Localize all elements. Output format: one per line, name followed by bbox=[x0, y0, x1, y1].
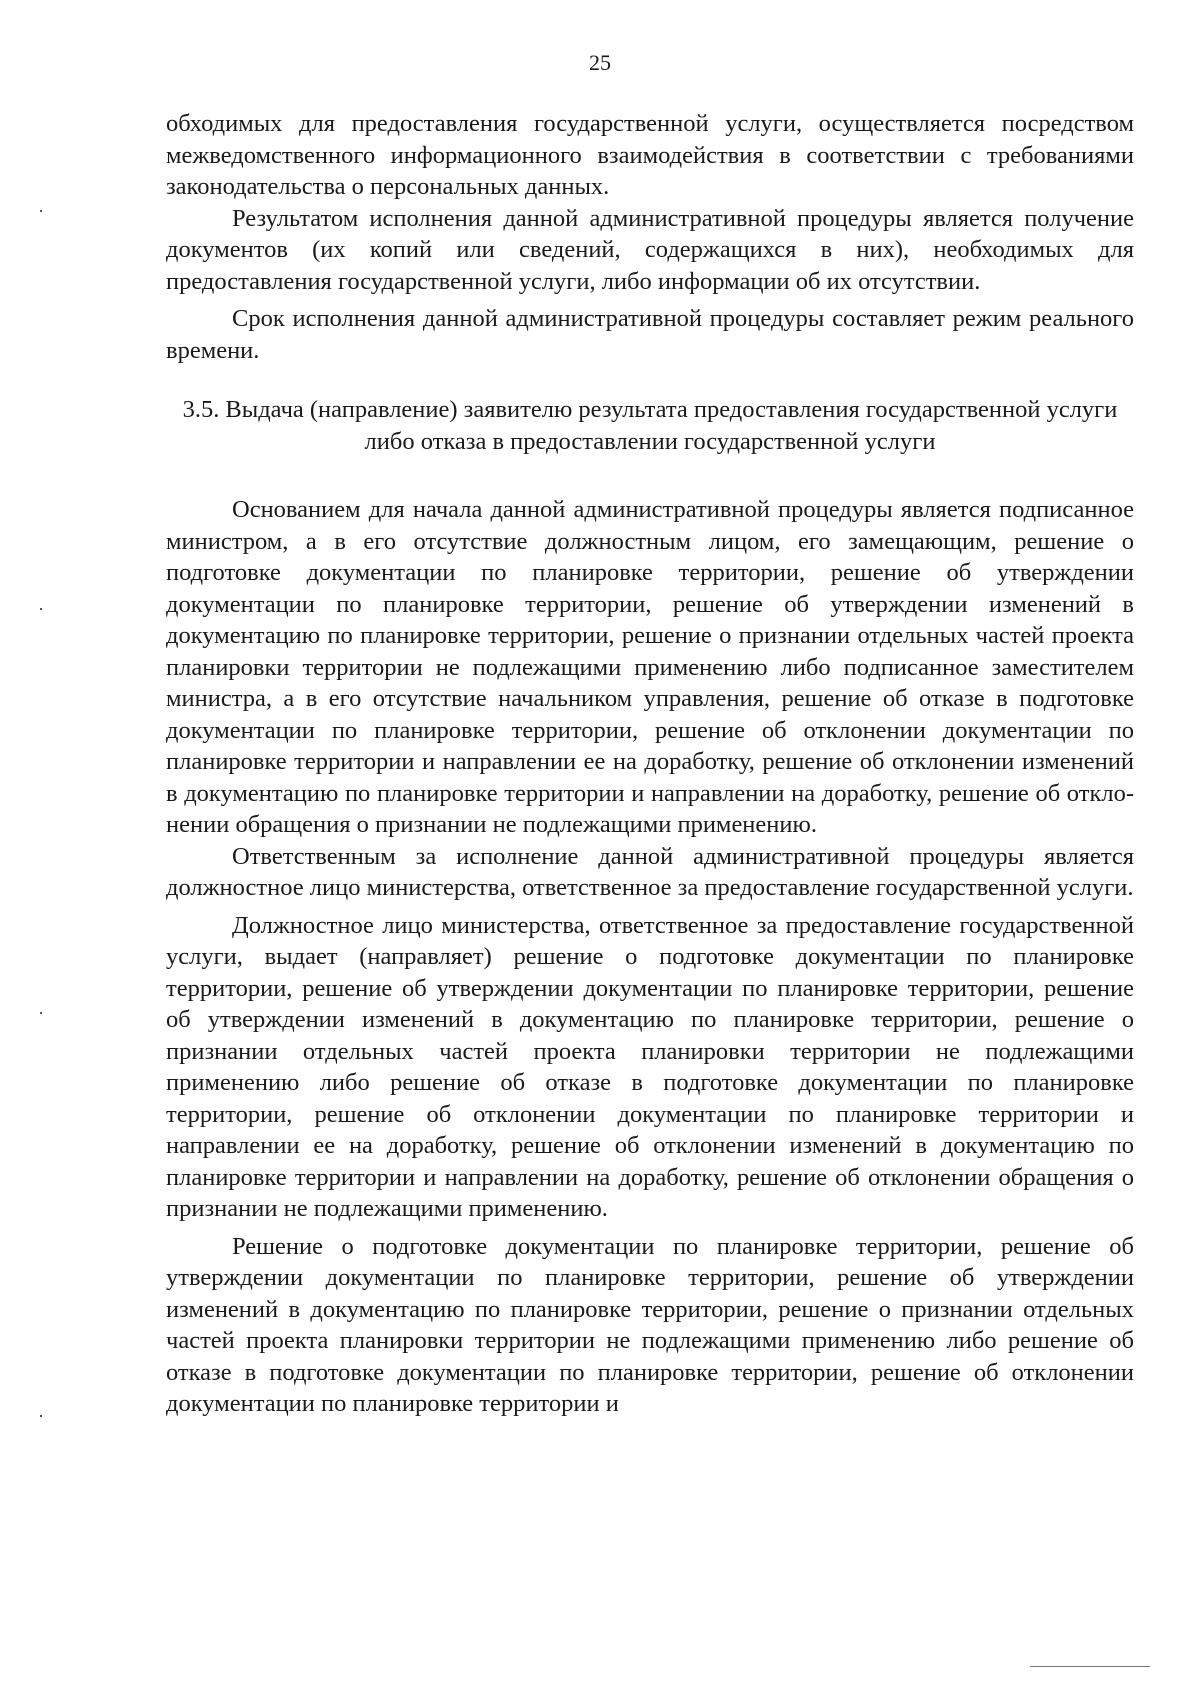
scan-dot bbox=[40, 608, 42, 610]
paragraph-responsible: Ответственным за исполнение данной административной процедуры является должностное лицо министерства, ответственное за предоставление государственной услуги. bbox=[166, 842, 1134, 901]
document-body bbox=[166, 108, 1134, 1420]
section-title: Выдача (направление) заявителю результата предоставления государственной услуги либо отказа в предоставлении государственной услуги bbox=[225, 396, 1118, 455]
paragraph-official-issues: Должностное лицо министерства, ответственное за предоставление государственной услуги, выдает (направляет) решение о подготовке документации по планировке территории, решение об утверждении документации по планировке территории, решение об утверждении изменений в документацию по планировке территории, решение о признании отдельных частей проекта планировки территории не подлежащими применению либо решение об отказе в подготовке документации по планировке территории, решение об отклонении документации по планировке территории и направлении ее на доработку, решение об отклонении изменений в документацию по планировке территории и направлении на доработку, решение об отклонении обращения о признании не подлежащими применению. bbox=[166, 911, 1134, 1222]
paragraph-deadline: Срок исполнения данной административной процедуры составляет режим реального времени. bbox=[166, 305, 1134, 364]
paragraph-decision: Решение о подготовке документации по планировке территории, решение об утверждении документации по планировке территории, решение об утверждении изменений в документацию по планировке территории, решение о признании отдельных частей проекта планировки территории не подлежащими применению либо решение об отказе в подготовке документации по планировке территории, решение об отклонении документации по планировке территории и bbox=[166, 1232, 1134, 1417]
scan-dot bbox=[40, 1415, 42, 1417]
paragraph-basis: Основанием для начала данной административной процедуры является подписанное министром, а в его отсутствие должностным лицом, его замещающим, решение о подготовке документации по планировке территории, решение об утверждении документации по планировке территории, решение об утверждении изменений в документацию по планировке территории, решение о признании отдельных частей проекта планировки территории не подлежащими применению либо подписанное заместителем министра, а в его отсутствие начальником управления, решение об отказе в подготовке документации по планировке территории, решение об отклонении документации по планировке территории и направлении ее на доработку, решение об отклонении изменений в документацию по планировке территории и направлении на доработку, решение об отклонении обращения о признании не подлежащими применению. bbox=[166, 496, 1134, 838]
section-heading bbox=[166, 394, 1134, 458]
page-number: 25 bbox=[589, 50, 611, 75]
paragraph-continuation: обходимых для предоставления государственной услуги, осуществляется посредством межведомственного информационного взаимодействия в соответствии с требованиями законодательства о персональных данных. bbox=[166, 110, 1134, 200]
scan-line bbox=[1030, 1666, 1150, 1667]
section-number: 3.5. bbox=[182, 396, 220, 423]
scan-dot bbox=[40, 210, 42, 212]
paragraph-result: Результатом исполнения данной административной процедуры является получение документов (их копий или сведений, содержащихся в них), необходимых для предоставления государственной услуги, либо информации об их отсутствии. bbox=[166, 204, 1134, 295]
scan-dot bbox=[40, 1012, 42, 1014]
